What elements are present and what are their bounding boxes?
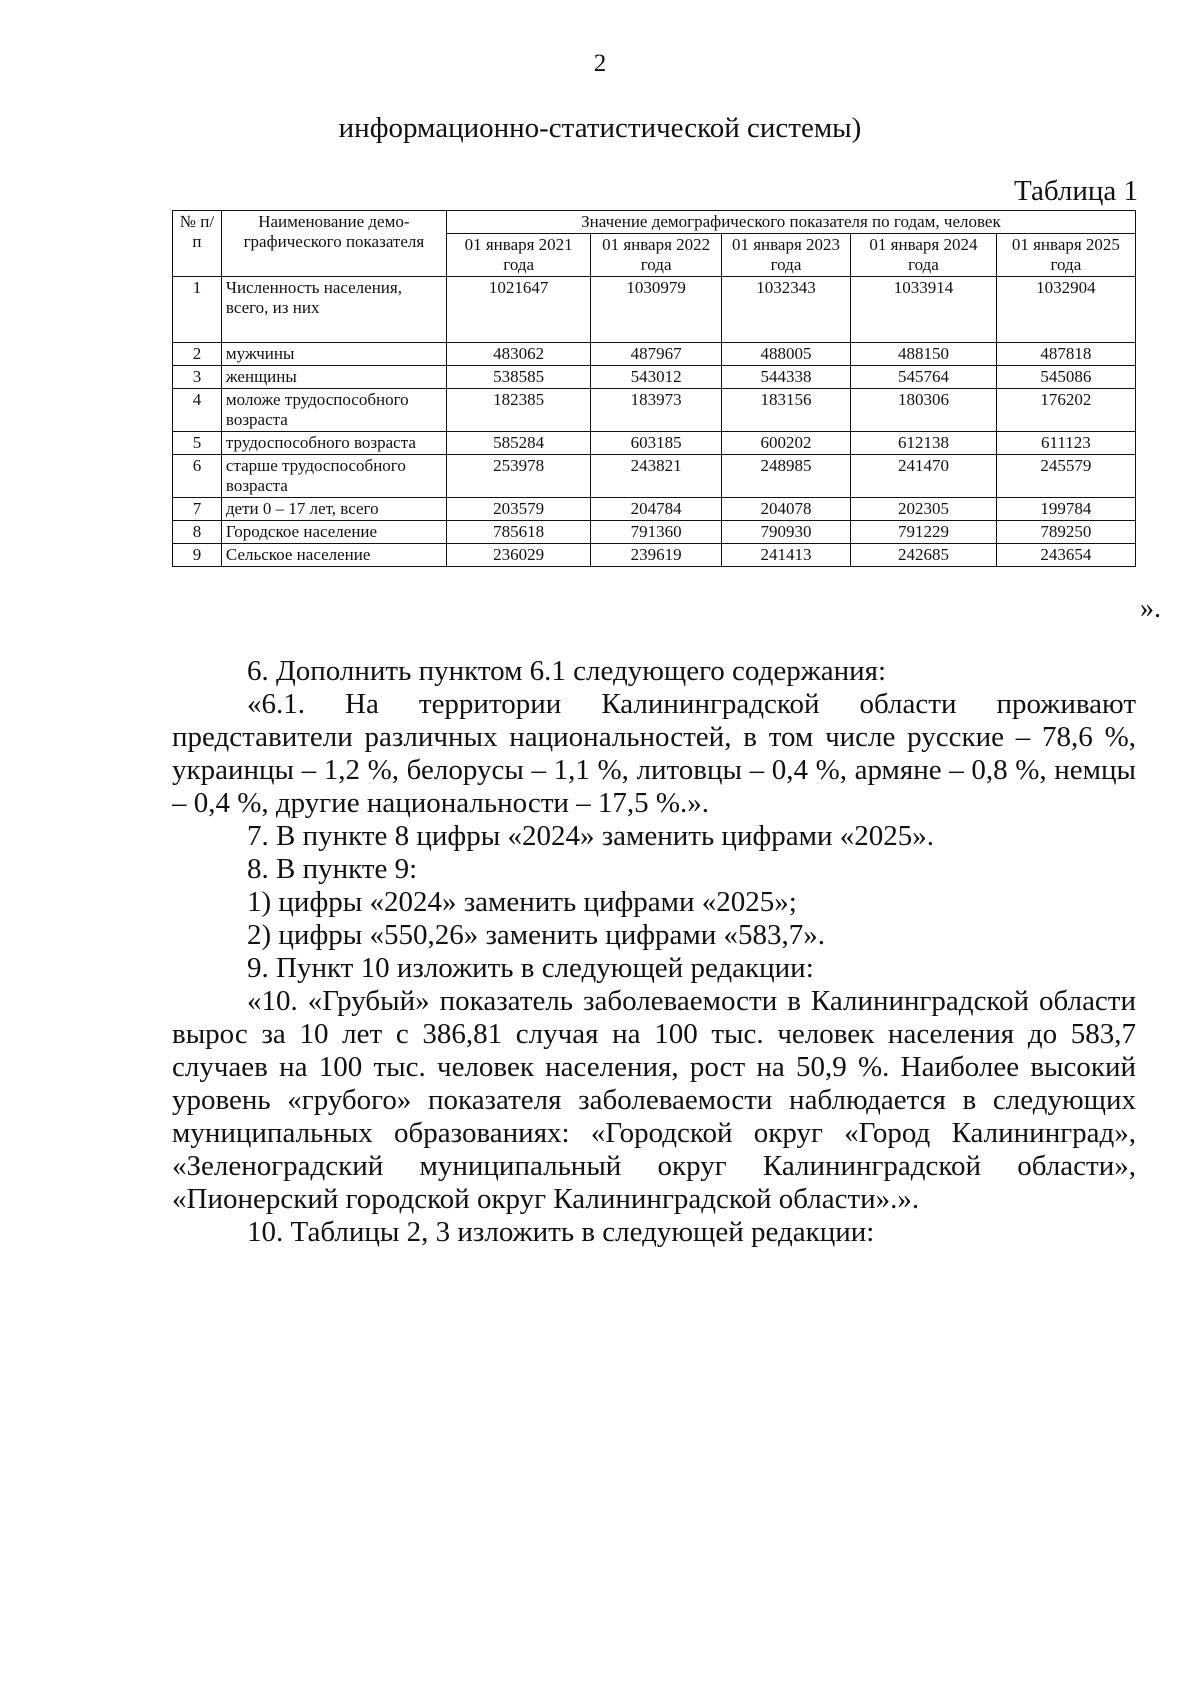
row-value: 543012 <box>591 366 721 389</box>
row-name: моложе трудоспособного возраста <box>221 389 446 432</box>
row-value: 239619 <box>591 544 721 567</box>
row-value: 183973 <box>591 389 721 432</box>
row-value: 203579 <box>446 498 591 521</box>
paragraph: 7. В пункте 8 цифры «2024» заменить цифрами «2025». <box>247 820 935 852</box>
row-name: Городское население <box>221 521 446 544</box>
table-row <box>173 455 1136 498</box>
row-value: 1030979 <box>591 277 721 343</box>
paragraph: 8. В пункте 9: <box>247 853 418 885</box>
row-value: 603185 <box>591 432 721 455</box>
header-group: Значение демографического показателя по годам, человек <box>446 211 1135 234</box>
table-row <box>173 277 1136 343</box>
row-value: 600202 <box>721 432 850 455</box>
row-value: 791229 <box>851 521 997 544</box>
row-value: 538585 <box>446 366 591 389</box>
page-number: 2 <box>593 50 607 77</box>
row-value: 545764 <box>851 366 997 389</box>
demographic-table <box>172 210 1136 567</box>
row-value: 544338 <box>721 366 850 389</box>
row-num: 6 <box>173 455 222 498</box>
row-name: мужчины <box>221 343 446 366</box>
row-value: 236029 <box>446 544 591 567</box>
paragraph: 6. Дополнить пунктом 6.1 следующего содержания: <box>247 655 887 687</box>
table-closing-quote: ». <box>1140 593 1161 624</box>
header-year: 01 января 2025 года <box>996 234 1135 277</box>
header-year: 01 января 2024 года <box>851 234 997 277</box>
row-value: 1021647 <box>446 277 591 343</box>
row-value: 487818 <box>996 343 1135 366</box>
row-value: 180306 <box>851 389 997 432</box>
table-row <box>173 432 1136 455</box>
paragraph: 2) цифры «550,26» заменить цифрами «583,7». <box>247 919 826 951</box>
table-row <box>173 544 1136 567</box>
table-row <box>173 521 1136 544</box>
table-row <box>173 498 1136 521</box>
row-value: 183156 <box>721 389 850 432</box>
row-name: Численность населения, всего, из них <box>221 277 446 343</box>
row-value: 612138 <box>851 432 997 455</box>
table-header-row <box>173 211 1136 234</box>
row-name: старше трудоспособного возраста <box>221 455 446 498</box>
row-value: 545086 <box>996 366 1135 389</box>
row-value: 204078 <box>721 498 850 521</box>
paragraph: 9. Пункт 10 изложить в следующей редакции: <box>247 952 814 984</box>
row-value: 204784 <box>591 498 721 521</box>
row-value: 785618 <box>446 521 591 544</box>
paragraph: «10. «Грубый» показатель заболеваемости в Калининградской области вырос за 10 лет с 386,81 случая на 100 тыс. человек населения до 583,7 случаев на 100 тыс. человек населения, рост на 50,9 %. Наиболее высокий уровень «грубого» показателя заболеваемости наблюдается в следующих муниципальных образованиях: «Городской округ «Город Калининград», «Зеленоградский муниципальный округ Калининградской области», «Пионерский городской округ Калининградской области».». <box>172 985 1136 1215</box>
row-name: Сельское население <box>221 544 446 567</box>
row-value: 253978 <box>446 455 591 498</box>
row-value: 245579 <box>996 455 1135 498</box>
row-value: 483062 <box>446 343 591 366</box>
header-year: 01 января 2023 года <box>721 234 850 277</box>
row-value: 199784 <box>996 498 1135 521</box>
row-value: 789250 <box>996 521 1135 544</box>
header-year: 01 января 2022 года <box>591 234 721 277</box>
row-value: 202305 <box>851 498 997 521</box>
row-value: 182385 <box>446 389 591 432</box>
row-name: трудоспособного возраста <box>221 432 446 455</box>
demographic-table-container <box>172 210 1136 567</box>
header-num: № п/п <box>173 211 222 277</box>
row-value: 241470 <box>851 455 997 498</box>
row-value: 488150 <box>851 343 997 366</box>
row-value: 790930 <box>721 521 850 544</box>
row-value: 1032904 <box>996 277 1135 343</box>
row-num: 8 <box>173 521 222 544</box>
row-num: 3 <box>173 366 222 389</box>
continuation-heading: информационно-статистической системы) <box>338 112 862 144</box>
header-name: Наименование демографического показателя <box>221 211 446 277</box>
row-value: 241413 <box>721 544 850 567</box>
document-body <box>172 655 1136 1249</box>
row-num: 4 <box>173 389 222 432</box>
paragraph: 10. Таблицы 2, 3 изложить в следующей редакции: <box>247 1216 875 1248</box>
row-value: 243821 <box>591 455 721 498</box>
table-caption: Таблица 1 <box>1013 175 1138 207</box>
paragraph: 1) цифры «2024» заменить цифрами «2025»; <box>247 886 797 918</box>
row-value: 611123 <box>996 432 1135 455</box>
table-row <box>173 389 1136 432</box>
paragraph: «6.1. На территории Калининградской области проживают представители различных национальностей, в том числе русские – 78,6 %, украинцы – 1,2 %, белорусы – 1,1 %, литовцы – 0,4 %, армяне – 0,8 %, немцы – 0,4 %, другие национальности – 17,5 %.». <box>172 688 1136 819</box>
row-value: 243654 <box>996 544 1135 567</box>
row-num: 9 <box>173 544 222 567</box>
row-name: женщины <box>221 366 446 389</box>
row-value: 176202 <box>996 389 1135 432</box>
row-num: 7 <box>173 498 222 521</box>
row-value: 488005 <box>721 343 850 366</box>
header-year: 01 января 2021 года <box>446 234 591 277</box>
row-value: 487967 <box>591 343 721 366</box>
row-value: 585284 <box>446 432 591 455</box>
row-num: 5 <box>173 432 222 455</box>
row-value: 1033914 <box>851 277 997 343</box>
table-row <box>173 366 1136 389</box>
row-value: 248985 <box>721 455 850 498</box>
row-num: 1 <box>173 277 222 343</box>
row-value: 242685 <box>851 544 997 567</box>
row-name: дети 0 – 17 лет, всего <box>221 498 446 521</box>
table-row <box>173 343 1136 366</box>
row-value: 791360 <box>591 521 721 544</box>
row-value: 1032343 <box>721 277 850 343</box>
row-num: 2 <box>173 343 222 366</box>
